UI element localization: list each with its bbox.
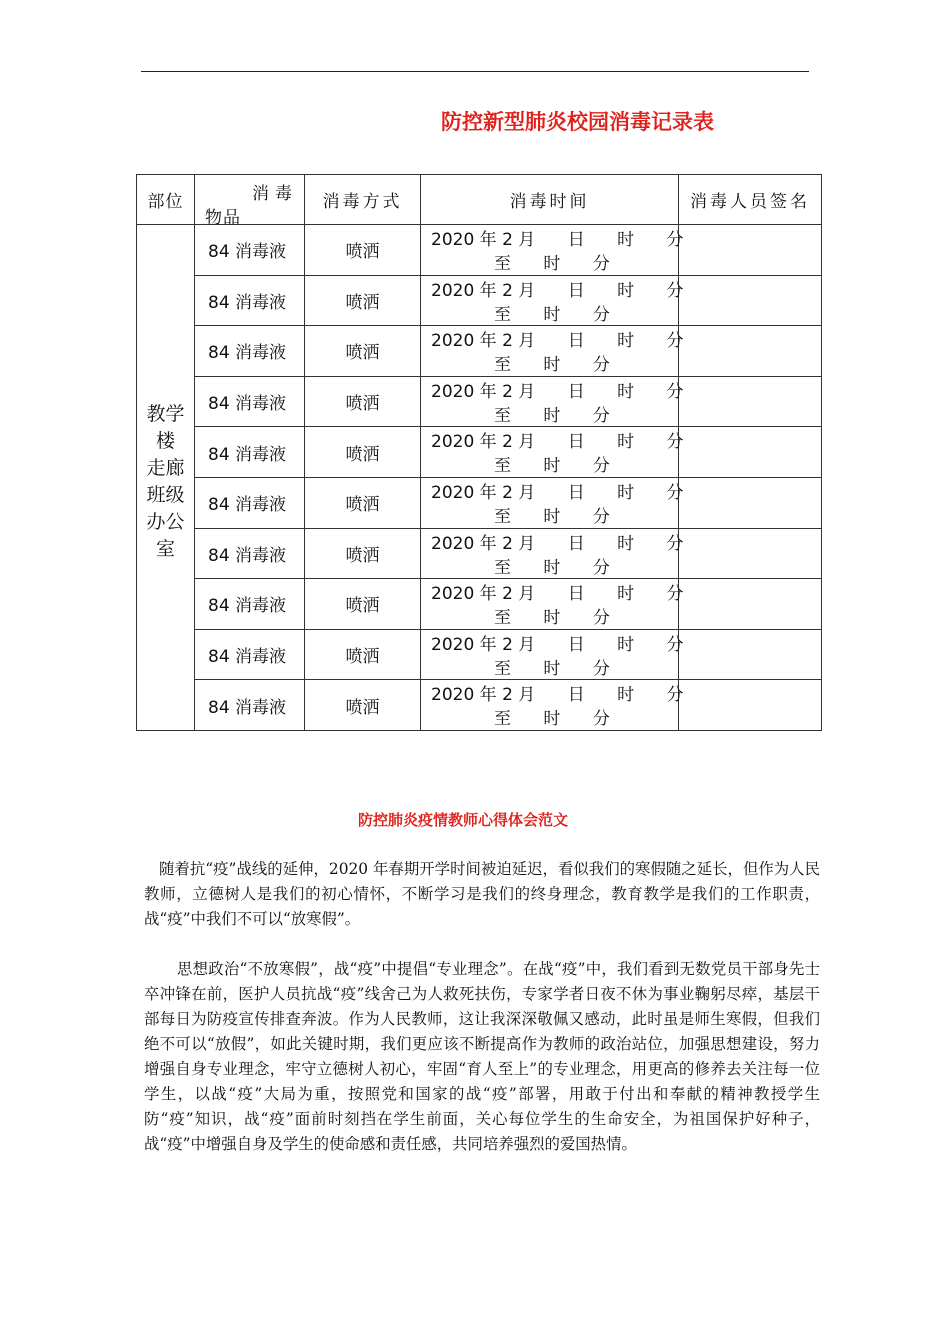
time-cell	[421, 376, 684, 427]
method-cell: 喷洒	[305, 477, 421, 528]
header-time: 消毒时间	[421, 175, 679, 225]
time-cell	[421, 225, 684, 276]
method-cell: 喷洒	[305, 579, 421, 630]
agent-cell: 84 消毒液	[195, 326, 305, 377]
time-start: 2020 年 2 月 日 时 分	[431, 432, 684, 453]
method-cell: 喷洒	[305, 326, 421, 377]
method-cell: 喷洒	[305, 528, 421, 579]
time-start: 2020 年 2 月 日 时 分	[431, 331, 684, 352]
header-method: 消毒方式	[305, 175, 421, 225]
dept-line: 教学	[146, 403, 185, 426]
signer-cell[interactable]	[679, 629, 822, 680]
signer-cell[interactable]	[679, 275, 822, 326]
agent-cell: 84 消毒液	[195, 427, 305, 478]
method-cell: 喷洒	[305, 376, 421, 427]
time-end: 至 时 分	[494, 456, 610, 477]
time-end: 至 时 分	[494, 557, 610, 578]
signer-cell[interactable]	[679, 225, 822, 276]
agent-cell: 84 消毒液	[195, 579, 305, 630]
dept-line: 办公	[146, 511, 185, 534]
time-cell	[421, 680, 684, 731]
time-cell	[421, 326, 684, 377]
signer-cell[interactable]	[679, 376, 822, 427]
table-row	[137, 680, 822, 731]
header-item-line1: 消毒	[252, 184, 298, 204]
time-start: 2020 年 2 月 日 时 分	[431, 280, 684, 301]
header-dept: 部位	[137, 175, 195, 225]
table-row	[137, 579, 822, 630]
time-cell	[421, 579, 684, 630]
table-body	[137, 225, 822, 731]
time-cell	[421, 477, 684, 528]
table-row	[137, 477, 822, 528]
table-header-row	[137, 175, 822, 225]
header-signer: 消毒人员签名	[679, 175, 822, 225]
time-cell	[421, 528, 684, 579]
time-end: 至 时 分	[494, 304, 610, 325]
dept-cell	[137, 225, 195, 731]
time-start: 2020 年 2 月 日 时 分	[431, 482, 684, 503]
method-cell: 喷洒	[305, 629, 421, 680]
time-start: 2020 年 2 月 日 时 分	[431, 230, 684, 250]
time-end: 至 时 分	[494, 709, 610, 730]
dept-line: 楼	[155, 430, 175, 453]
agent-cell: 84 消毒液	[195, 225, 305, 276]
table-row	[137, 225, 822, 276]
signer-cell[interactable]	[679, 528, 822, 579]
header-item-line2: 物品	[205, 208, 241, 228]
method-cell: 喷洒	[305, 427, 421, 478]
essay-paragraph-1: 随着抗“疫”战线的延伸，2020 年春期开学时间被迫延迟，看似我们的寒假随之延长，但作为人民教师，立德树人是我们的初心情怀，不断学习是我们的终身理念，教育教学是我们的工作职责，战“疫”中我们不可以“放寒假”。	[144, 860, 820, 928]
dept-line: 班级	[146, 484, 185, 507]
agent-cell: 84 消毒液	[195, 680, 305, 731]
method-cell: 喷洒	[305, 275, 421, 326]
agent-cell: 84 消毒液	[195, 477, 305, 528]
page-title: 防控新型肺炎校园消毒记录表	[441, 110, 714, 134]
agent-cell: 84 消毒液	[195, 528, 305, 579]
signer-cell[interactable]	[679, 680, 822, 731]
signer-cell[interactable]	[679, 477, 822, 528]
table-row	[137, 427, 822, 478]
signer-cell[interactable]	[679, 427, 822, 478]
dept-line: 走廊	[146, 457, 185, 480]
table-row	[137, 326, 822, 377]
time-cell	[421, 427, 684, 478]
time-cell	[421, 275, 684, 326]
header-rule	[141, 71, 809, 72]
table-row	[137, 376, 822, 427]
signer-cell[interactable]	[679, 326, 822, 377]
time-start: 2020 年 2 月 日 时 分	[431, 381, 684, 402]
table-row	[137, 275, 822, 326]
essay-title: 防控肺炎疫情教师心得体会范文	[358, 811, 569, 829]
method-cell: 喷洒	[305, 225, 421, 276]
table-row	[137, 629, 822, 680]
agent-cell: 84 消毒液	[195, 376, 305, 427]
time-start: 2020 年 2 月 日 时 分	[431, 533, 684, 554]
signer-cell[interactable]	[679, 579, 822, 630]
essay-paragraph-2: 思想政治“不放寒假”，战“疫”中提倡“专业理念”。在战“疫”中，我们看到无数党员干部身先士卒冲锋在前，医护人员抗战“疫”线舍己为人救死扶伤，专家学者日夜不休为事业鞠躬尽瘁，基层干部每日为防疫宣传排查奔波。作为人民教师，这让我深深敬佩又感动，此时虽是师生寒假，但我们绝不可以“放假”，如此关键时期，我们更应该不断提高作为教师的政治站位，加强思想建设，努力增强自身专业理念，牢守立德树人初心，牢固“育人至上”的专业理念，用更高的修养去关注每一位学生，以战“疫”大局为重，按照党和国家的战“疫”部署，用敢于付出和奉献的精神教授学生防“疫”知识，战“疫”面前时刻挡在学生前面，关心每位学生的生命安全，为祖国保护好种子，战“疫”中增强自身及学生的使命感和责任感，共同培养强烈的爱国热情。	[144, 960, 820, 1153]
disinfection-log-table	[136, 174, 822, 731]
time-end: 至 时 分	[494, 355, 610, 376]
time-start: 2020 年 2 月 日 时 分	[431, 634, 684, 655]
time-end: 至 时 分	[494, 608, 610, 629]
time-start: 2020 年 2 月 日 时 分	[431, 685, 684, 706]
time-cell	[421, 629, 684, 680]
time-end: 至 时 分	[494, 658, 610, 679]
table-row	[137, 528, 822, 579]
agent-cell: 84 消毒液	[195, 275, 305, 326]
agent-cell: 84 消毒液	[195, 629, 305, 680]
dept-line: 室	[155, 538, 175, 561]
time-start: 2020 年 2 月 日 时 分	[431, 584, 684, 605]
time-end: 至 时 分	[494, 506, 610, 527]
header-item	[195, 175, 305, 228]
time-end: 至 时 分	[494, 254, 610, 274]
method-cell: 喷洒	[305, 680, 421, 731]
time-end: 至 时 分	[494, 405, 610, 426]
